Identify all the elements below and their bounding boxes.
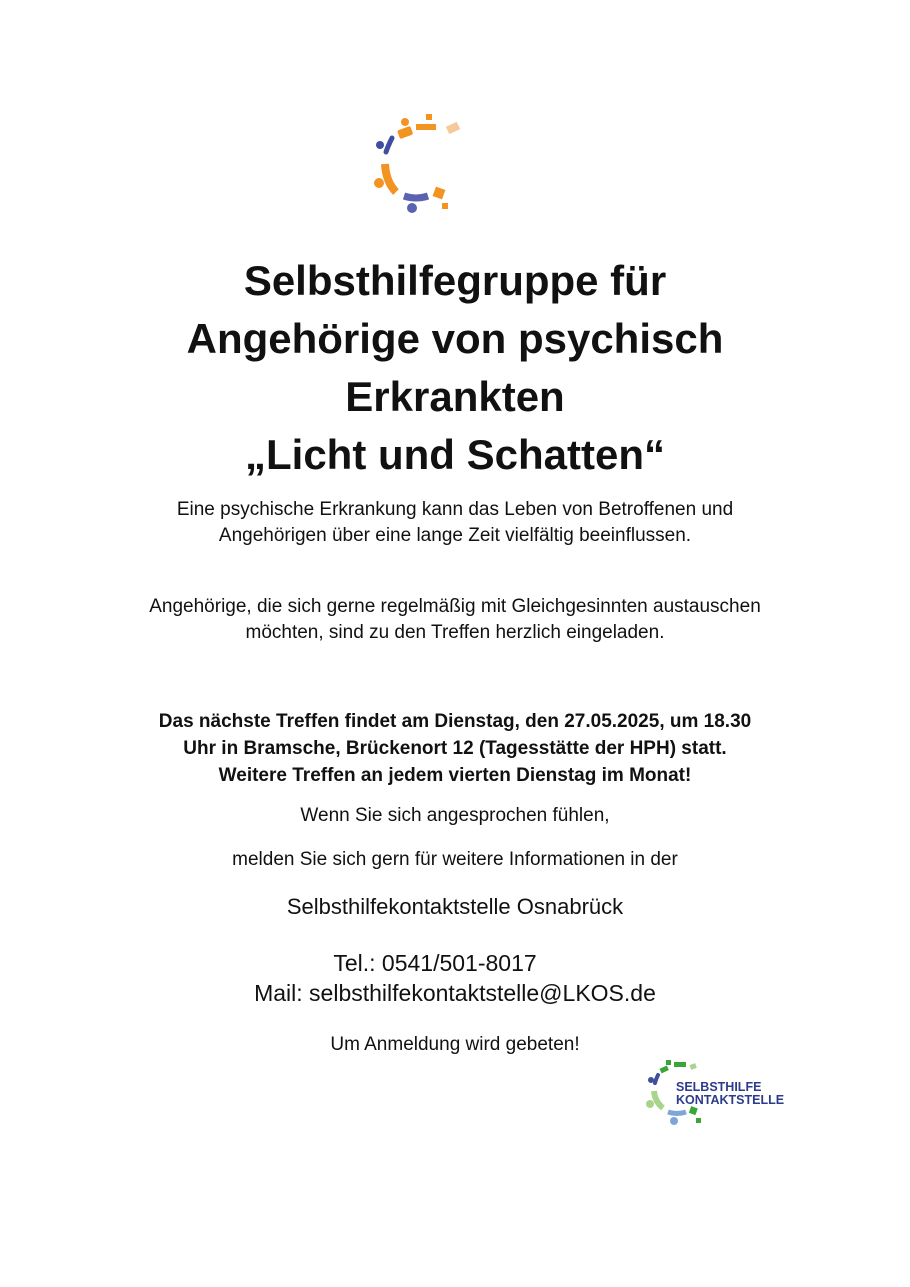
title-line-4: „Licht und Schatten“: [245, 431, 665, 478]
selbsthilfe-kontaktstelle-logo-icon: [646, 1058, 816, 1134]
meeting-line-2: Uhr in Bramsche, Brückenort 12 (Tagesstätte der HPH) statt.: [183, 738, 727, 759]
email-address: Mail: selbsthilfekontaktstelle@LKOS.de: [254, 980, 656, 1006]
intro-line-1: Eine psychische Erkrankung kann das Leben von Betroffenen und: [176, 499, 734, 520]
registration-note: Um Anmeldung wird gebeten!: [330, 1034, 580, 1055]
contact-prompt-line-2: melden Sie sich gern für weitere Informationen in der: [232, 849, 678, 870]
invitation-line-1: Angehörige, die sich gerne regelmäßig mit Gleichgesinnten austauschen: [149, 596, 761, 617]
organization-name: Selbsthilfekontaktstelle Osnabrück: [286, 894, 624, 919]
contact-prompt-line-1: Wenn Sie sich angesprochen fühlen,: [300, 805, 610, 826]
meeting-line-3: Weitere Treffen an jedem vierten Dienstag im Monat!: [218, 765, 692, 786]
invitation-paragraph: [0, 594, 910, 646]
meeting-line-1: Das nächste Treffen findet am Dienstag, den 27.05.2025, um 18.30: [158, 711, 752, 732]
meeting-info: [0, 708, 910, 789]
intro-line-2: Angehörigen über eine lange Zeit vielfältig beeinflussen.: [218, 525, 692, 546]
title-line-2: Angehörige von psychisch: [186, 315, 724, 362]
title-line-1: Selbsthilfegruppe für: [243, 257, 667, 304]
intro-paragraph: [0, 497, 910, 549]
title-line-3: Erkrankten: [345, 373, 565, 420]
logo-text-line-1: SELBSTHILFE: [676, 1080, 762, 1094]
invitation-line-2: möchten, sind zu den Treffen herzlich eingeladen.: [245, 622, 665, 643]
logo-text-line-2: KONTAKTSTELLE: [676, 1093, 785, 1107]
selbsthilfe-c-logo-icon: [368, 108, 468, 216]
phone-number: Tel.: 0541/501-8017: [333, 950, 537, 976]
page-title: [0, 252, 910, 484]
